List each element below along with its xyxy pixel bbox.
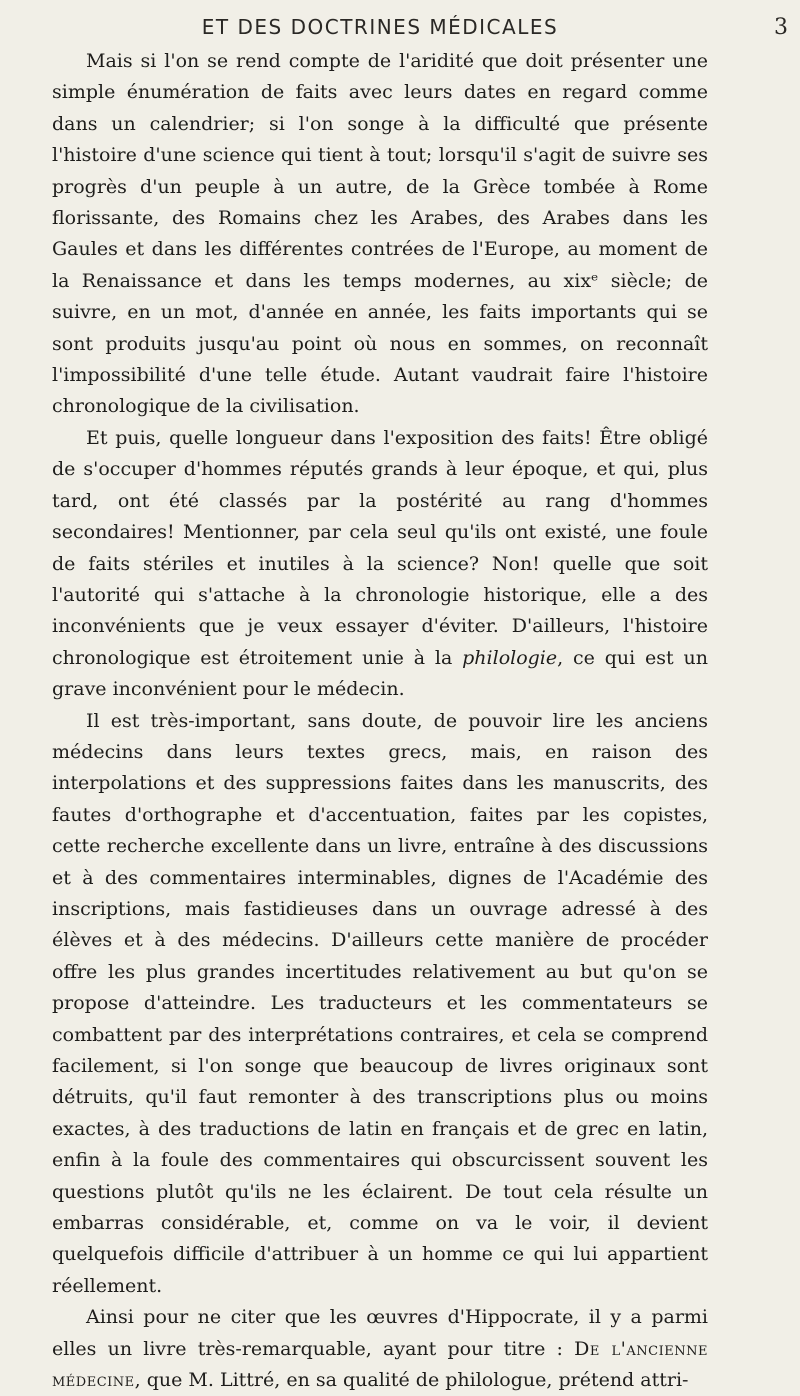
body-text bbox=[52, 46, 708, 1396]
paragraph-1: Mais si l'on se rend compte de l'aridité que doit présenter une simple énumération de faits avec leurs dates en regard comme dans un calendrier; si l'on songe à la difficulté que présente l'histoire d'une science qui tient à tout; lorsqu'il s'agit de suivre ses progrès d'un peuple à un autre, de la Grèce tombée à Rome florissante, des Romains chez les Arabes, des Arabes dans les Gaules et dans les différentes contrées de l'Europe, au moment de la Renaissance et dans les temps modernes, au xixᵉ siècle; de suivre, en un mot, d'année en année, les faits importants qui se sont produits jusqu'au point où nous en sommes, on reconnaît l'impossibilité d'une telle étude. Autant vaudrait faire l'histoire chronologique de la civilisation. bbox=[52, 50, 708, 418]
paragraph-4-text-start: Ainsi pour ne citer que les œuvres d'Hippocrate, il y a parmi elles un livre très-remarquable, ayant pour titre : bbox=[52, 1306, 708, 1360]
paragraph-4 bbox=[52, 1302, 708, 1396]
italic-term-philologie: philologie bbox=[462, 646, 558, 669]
paragraph-2-text-end: , ce qui est un grave inconvénient pour le médecin. bbox=[52, 646, 708, 701]
paragraph-3: Il est très-important, sans doute, de pouvoir lire les anciens médecins dans leurs textes grecs, mais, en raison des interpolations et des suppressions faites dans les manuscrits, des fautes d'orthographe et d'accentuation, faites par les copistes, cette recherche excellente dans un livre, entraîne à des discussions et à des commentaires interminables, dignes de l'Académie des inscriptions, mais fastidieuses dans un ouvrage adressé à des élèves et à des médecins. D'ailleurs cette manière de procéder offre les plus grandes incertitudes relativement au but qu'on se propose d'atteindre. Les traducteurs et les commentateurs se combattent par des interprétations contraires, et cela se comprend facilement, si l'on songe que beaucoup de livres originaux sont détruits, qu'il faut remonter à des transcriptions plus ou moins exactes, à des traductions de latin en français et de grec en latin, enfin à la foule des commentaires qui obscurcissent souvent les questions plutôt qu'ils ne les éclairent. De tout cela résulte un embarras considérable, et, comme on va le voir, il devient quelquefois difficile d'attribuer à un homme ce qui lui appartient réellement. bbox=[52, 709, 708, 1297]
paragraph-2 bbox=[52, 423, 708, 706]
running-header bbox=[52, 8, 788, 46]
running-title: ET DES DOCTRINES MÉDICALES bbox=[201, 15, 559, 39]
paragraph-2-text-start: Et puis, quelle longueur dans l'exposition des faits! Être obligé de s'occuper d'hommes réputés grands à leur époque, et qui, plus tard, ont été classés par la postérité au rang d'hommes secondaires! Mentionner, par cela seul qu'ils ont existé, une foule de faits stériles et inutiles à la science? Non! quelle que soit l'autorité qui s'attache à la chronologie historique, elle a des inconvénients que je veux essayer d'éviter. D'ailleurs, l'histoire chronologique est étroitement unie à la bbox=[52, 426, 708, 669]
book-title-smallcaps: De l'ancienne médecine bbox=[52, 1337, 708, 1392]
page-number: 3 bbox=[774, 15, 788, 40]
paragraph-4-text-end: , que M. Littré, en sa qualité de philologue, prétend attri- bbox=[134, 1369, 689, 1392]
